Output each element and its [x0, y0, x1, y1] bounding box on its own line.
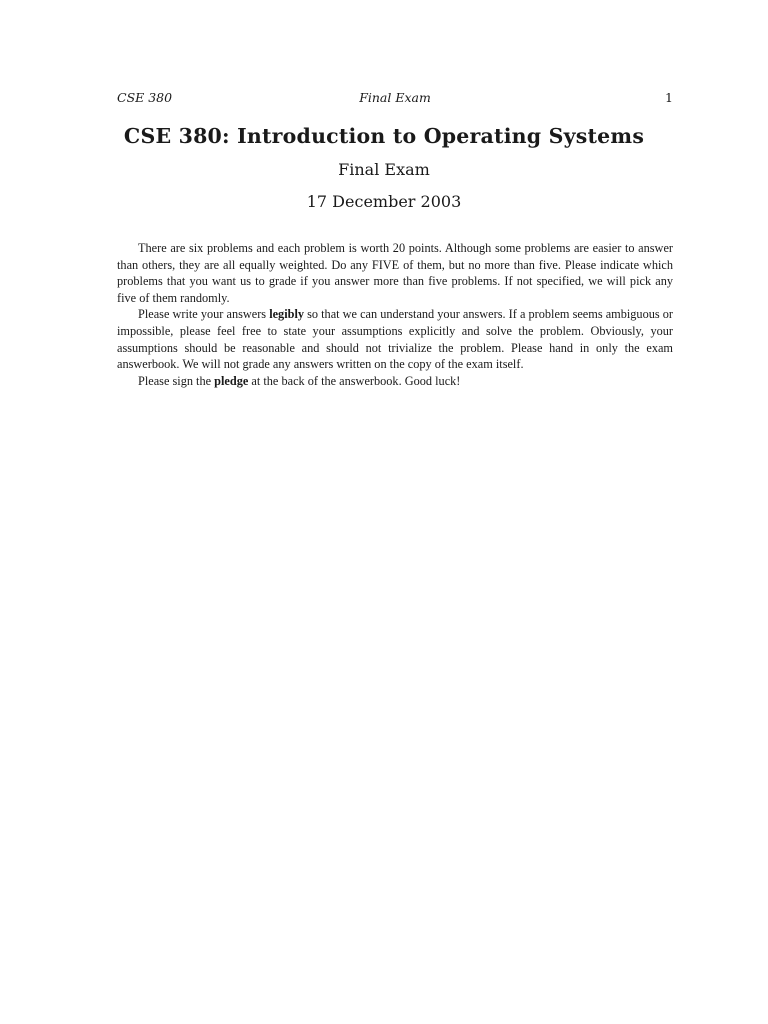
emphasis-legibly: legibly — [269, 307, 305, 322]
instructions — [117, 240, 673, 389]
instructions-paragraph-3 — [117, 373, 673, 390]
page-title: CSE 380: Introduction to Operating Systems — [123, 124, 645, 148]
instructions-paragraph-3-start: Please sign the — [138, 373, 215, 388]
instructions-paragraph-2-start: Please write your answers — [138, 307, 270, 322]
exam-subtitle: Final Exam — [338, 160, 430, 179]
instructions-paragraph-3-end: at the back of the answerbook. Good luck! — [248, 373, 461, 388]
page-number: 1 — [665, 90, 673, 105]
instructions-paragraph-2 — [117, 306, 673, 372]
running-header — [117, 90, 673, 108]
header-course-code: CSE 380 — [117, 90, 173, 105]
exam-date: 17 December 2003 — [306, 192, 462, 211]
instructions-paragraph-1: There are six problems and each problem is worth 20 points. Although some problems are easier to answer than others, they are all equally weighted. Do any FIVE of them, but no more than five. Please indicate which problems that you want us to grade if you answer more than five problems. If not specified, we will pick any five of them randomly. — [117, 241, 673, 305]
emphasis-pledge: pledge — [214, 373, 249, 388]
header-exam-name: Final Exam — [359, 90, 431, 105]
instructions-paragraph-2-end: so that we can understand your answers. If a problem seems ambiguous or impossible, please feel free to state your assumptions explicitly and solve the problem. Obviously, your assumptions should be reasonable and should not trivialize the problem. Please hand in only the exam answerbook. We will not grade any answers written on the copy of the exam itself. — [117, 307, 673, 372]
